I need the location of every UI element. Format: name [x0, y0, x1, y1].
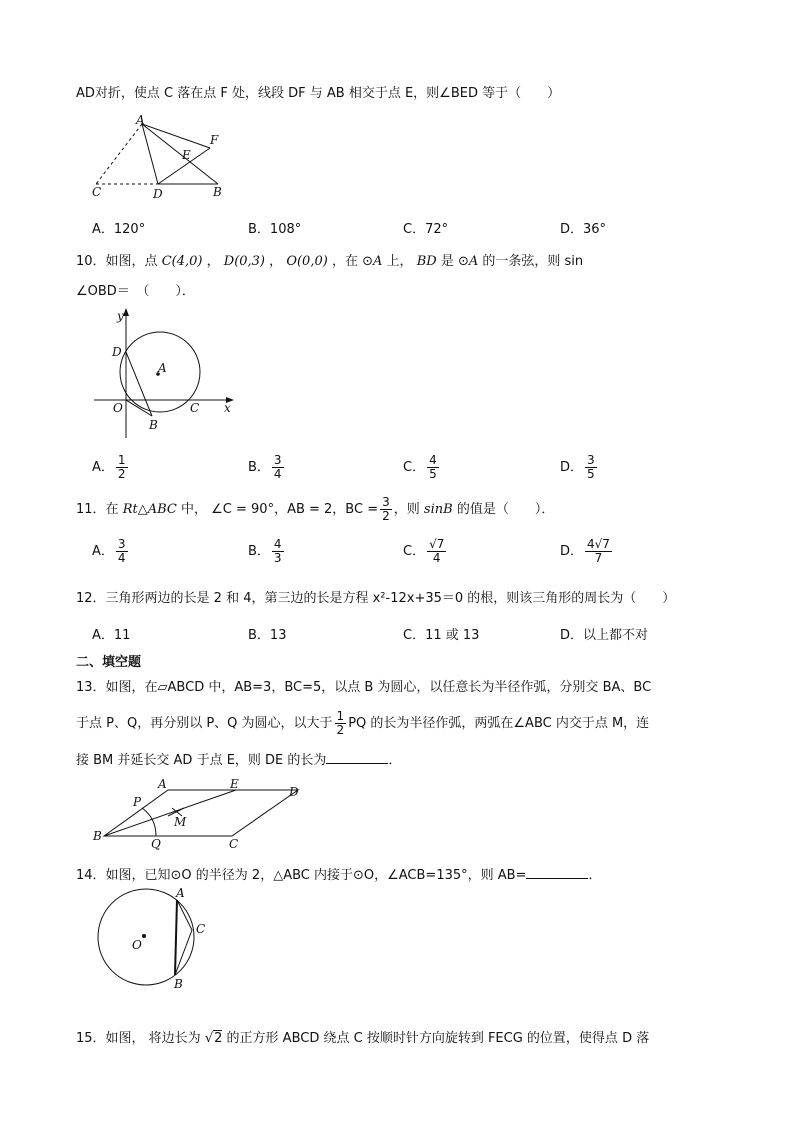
- q10-point-c: C(4,0): [161, 254, 203, 269]
- q10-point-o: O(0,0): [286, 254, 328, 269]
- q14-label-O: O: [132, 938, 142, 952]
- q10-line1: [76, 250, 583, 269]
- q11-fraction: $\frac{3}{2}$: [382, 495, 390, 523]
- q10-chord-bd: BD: [416, 254, 437, 269]
- q10-option-a-letter: A．: [92, 460, 114, 475]
- q9-label-C: C: [92, 185, 102, 199]
- q10-label-A: A: [158, 361, 167, 375]
- q13-label-B: B: [93, 829, 102, 843]
- q9-option-c: C．72°: [403, 222, 449, 237]
- q10-circle-a2: A: [468, 254, 479, 269]
- q13-label-M: M: [174, 815, 187, 829]
- q10-label-x: x: [224, 401, 231, 415]
- q14-label-B: B: [174, 977, 183, 991]
- q15-text-b: 的正方形 ABCD 绕点 C 按顺时针方向旋转到 FECG 的位置，使得点 D 落: [226, 1031, 650, 1046]
- q13-fraction: $\frac{1}{2}$: [336, 709, 345, 737]
- q10-option-a: [92, 454, 130, 481]
- q10-label-B: B: [149, 418, 158, 432]
- q11-option-c-fraction: $\frac{√7}{4}$: [429, 537, 445, 565]
- q10-circle-a: A: [373, 254, 383, 269]
- circle-symbol-icon: ⊙: [457, 254, 469, 269]
- q11-option-c-letter: C．: [403, 544, 426, 559]
- q10-label-C: C: [190, 401, 200, 415]
- q13-label-P: P: [133, 795, 142, 809]
- q14-answer-blank[interactable]: [526, 866, 588, 879]
- q11-text-b: 中，: [180, 502, 207, 517]
- q10-sep1: ，: [206, 254, 220, 269]
- q11-option-d-fraction: $\frac{4√7}{7}$: [587, 537, 610, 565]
- q13-label-A: A: [158, 777, 167, 791]
- q11-option-a-fraction: $\frac{3}{4}$: [117, 537, 126, 565]
- q11-sinb: sinB: [423, 502, 453, 517]
- q14-text: 14．如图，已知⊙O 的半径为 2，△ABC 内接于⊙O，∠ACB=135°，则 AB=: [76, 868, 527, 883]
- q10-option-c-fraction: $\frac{4}{5}$: [429, 453, 437, 481]
- q10-option-c: [403, 454, 441, 481]
- q13-line3-end: ．: [388, 753, 402, 768]
- q11-number: 11．: [76, 502, 106, 517]
- q13-line3-text: 接 BM 并延长交 AD 于点 E，则 DE 的长为: [76, 753, 327, 768]
- q13-figure: [90, 776, 310, 851]
- q10-label-y: y: [117, 309, 124, 323]
- q13-line3: [76, 749, 401, 768]
- q11-option-a: [92, 538, 130, 565]
- q9-option-d: D．36°: [560, 222, 607, 237]
- q13-line2-b: PQ 的长为半径作弧，两弧在∠ABC 内交于点 M，连: [348, 716, 650, 731]
- q9-text: AD对折，使点 C 落在点 F 处，线段 DF 与 AB 相交于点 E，则∠BED 等于（ ）: [76, 86, 561, 101]
- q15-text-a: 15．如图， 将边长为: [76, 1031, 201, 1046]
- q10-point-d: D(0,3): [223, 254, 266, 269]
- q13-label-E: E: [230, 777, 239, 791]
- q9-label-A: A: [136, 113, 145, 127]
- q10-text-b: ，在: [331, 254, 358, 269]
- q10-option-b: [248, 454, 286, 481]
- q11-option-b-letter: B．: [248, 544, 270, 559]
- q10-number: 10．: [76, 254, 106, 269]
- q11-line: [76, 496, 554, 523]
- q10-option-a-fraction: $\frac{1}{2}$: [117, 453, 126, 481]
- q11-option-b: [248, 538, 286, 565]
- q10-text-c: 上，: [386, 254, 413, 269]
- q10-label-O: O: [113, 401, 123, 415]
- q9-option-a: A．120°: [92, 222, 146, 237]
- q11-option-d-letter: D．: [560, 544, 584, 559]
- q9-option-b: B．108°: [248, 222, 302, 237]
- q9-figure: [86, 112, 246, 204]
- section-fill-in-heading: 二、填空题: [76, 655, 142, 670]
- q12-text: 12．三角形两边的长是 2 和 4，第三边的长是方程 x²-12x+35＝0 的根，则该三角形的周长为（ ）: [76, 591, 676, 606]
- q15-sqrt-value: 2: [214, 1031, 223, 1046]
- q10-option-b-letter: B．: [248, 460, 270, 475]
- q9-label-E: E: [182, 148, 191, 162]
- q10-option-d-letter: D．: [560, 460, 584, 475]
- q10-text-e: 的一条弦，则 sin: [482, 254, 584, 269]
- q14-line: [76, 864, 602, 883]
- q10-option-c-letter: C．: [403, 460, 426, 475]
- q10-option-d: [560, 454, 599, 481]
- q13-line2-a: 于点 P、Q，再分别以 P、Q 为圆心，以大于: [76, 716, 333, 731]
- q10-text-d: 是: [440, 254, 454, 269]
- q12-option-b: B．13: [248, 628, 287, 643]
- q10-option-b-fraction: $\frac{3}{4}$: [273, 453, 282, 481]
- q14-figure: [88, 884, 218, 994]
- q13-label-D: D: [289, 785, 299, 799]
- circle-symbol-icon: ⊙: [362, 254, 373, 269]
- q14-label-C: C: [196, 922, 206, 936]
- q14-text-end: ．: [588, 868, 602, 883]
- q11-option-a-letter: A．: [92, 544, 114, 559]
- q10-figure: [90, 308, 240, 443]
- q15-sqrt: √2: [204, 1031, 223, 1046]
- q11-option-c: [403, 538, 448, 565]
- q9-label-F: F: [210, 133, 219, 147]
- q15-line: [76, 1027, 649, 1046]
- q13-label-C: C: [229, 837, 239, 851]
- q9-label-B: B: [213, 185, 222, 199]
- q11-triangle: Rt△ABC: [122, 502, 177, 517]
- q9-label-D: D: [153, 187, 163, 201]
- q10-text-a: 如图，点: [105, 254, 158, 269]
- q10-line2: ∠OBD＝ （ ）．: [76, 284, 195, 299]
- q13-line1: 13．如图，在▱ABCD 中，AB=3，BC=5，以点 B 为圆心，以任意长为半径作弧，分别交 BA、BC: [76, 680, 652, 695]
- q12-option-c: C．11 或 13: [403, 628, 480, 643]
- q12-option-a: A．11: [92, 628, 131, 643]
- q11-option-b-fraction: $\frac{4}{3}$: [273, 537, 282, 565]
- q11-text-a: 在: [105, 502, 119, 517]
- q11-text-d: 的值是（ ）．: [456, 502, 555, 517]
- q13-line2: [76, 710, 649, 737]
- q11-option-d: [560, 538, 614, 565]
- q11-text-c: ，则: [393, 502, 420, 517]
- q10-sep2: ，: [269, 254, 283, 269]
- q10-label-D: D: [112, 345, 122, 359]
- q14-label-A: A: [176, 886, 185, 900]
- q13-answer-blank[interactable]: [326, 751, 388, 764]
- q10-option-d-fraction: $\frac{3}{5}$: [587, 453, 595, 481]
- q13-label-Q: Q: [151, 837, 161, 851]
- q11-conditions: ∠C = 90°，AB = 2，BC =: [211, 502, 379, 517]
- q12-option-d: D．以上都不对: [560, 628, 649, 643]
